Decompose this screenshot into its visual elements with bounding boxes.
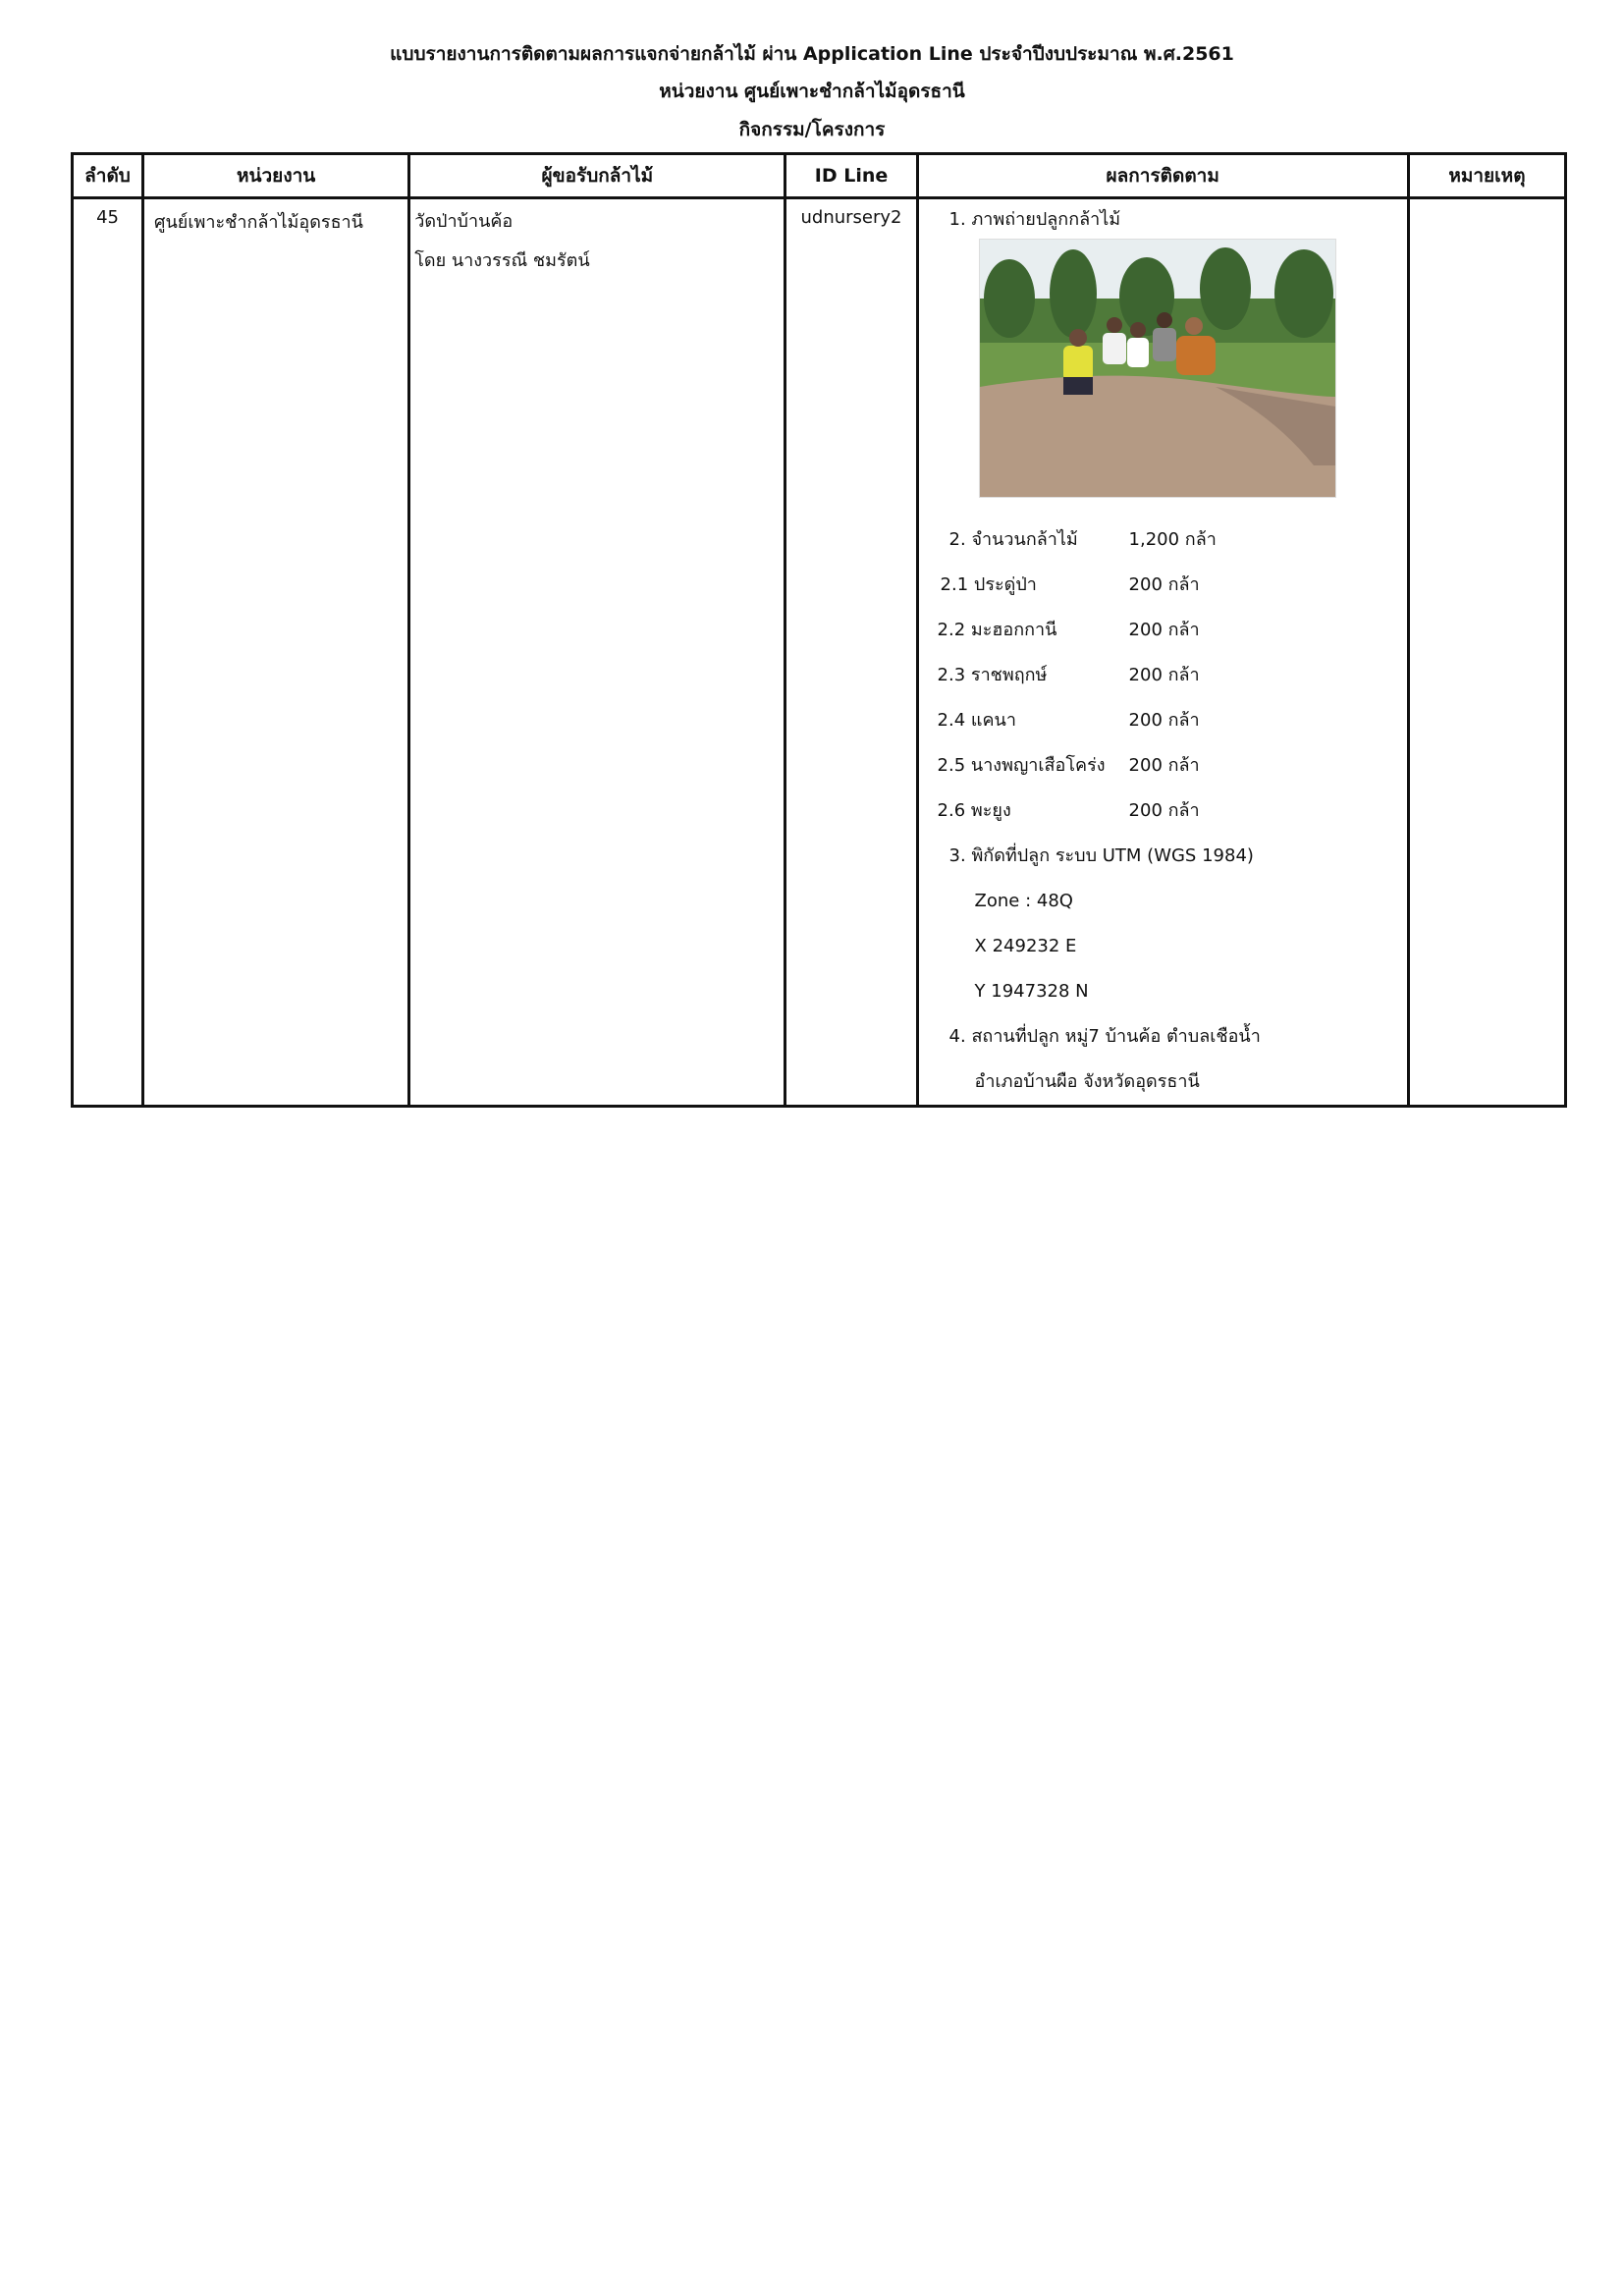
species-value: 200 กล้า bbox=[1128, 620, 1200, 640]
species-label: 2.5 นางพญาเสือโคร่ง bbox=[937, 755, 1106, 776]
species-value: 200 กล้า bbox=[1128, 710, 1200, 731]
planting-photo bbox=[979, 239, 1336, 498]
species-label: 2.1 ประดู่ป่า bbox=[940, 574, 1037, 595]
species-label: 2.4 แคนา bbox=[937, 710, 1016, 731]
species-label: 2.2 มะฮอกกานี bbox=[937, 620, 1057, 640]
col-header-no: ลำดับ bbox=[73, 154, 143, 198]
row-id-line: udnursery2 bbox=[800, 207, 902, 228]
col-header-agency: หน่วยงาน bbox=[143, 154, 409, 198]
cell-agency bbox=[143, 198, 409, 1107]
requester-name: วัดป่าบ้านค้อ bbox=[414, 211, 514, 232]
report-activity: กิจกรรม/โครงการ bbox=[738, 119, 886, 140]
coord-label: 3. พิกัดที่ปลูก ระบบ UTM (WGS 1984) bbox=[948, 845, 1254, 866]
cell-no bbox=[73, 198, 143, 1107]
count-value: 1,200 กล้า bbox=[1128, 529, 1217, 550]
requester-contact: โดย นางวรรณี ชมรัตน์ bbox=[414, 250, 590, 271]
location-line-1: 4. สถานที่ปลูก หมู่7 บ้านค้อ ตำบลเชือน้ำ bbox=[948, 1026, 1261, 1047]
report-unit: หน่วยงาน ศูนย์เพาะชำกล้าไม้อุดรธานี bbox=[659, 81, 965, 102]
col-header-results: ผลการติดตาม bbox=[917, 154, 1408, 198]
species-value: 200 กล้า bbox=[1128, 800, 1200, 821]
planting-photo-image bbox=[980, 240, 1335, 497]
species-label: 2.3 ราชพฤกษ์ bbox=[937, 665, 1048, 685]
species-label: 2.6 พะยูง bbox=[937, 800, 1011, 821]
species-value: 200 กล้า bbox=[1128, 665, 1200, 685]
cell-results bbox=[917, 198, 1408, 1107]
results-block bbox=[919, 199, 1407, 1105]
col-header-id-line: ID Line bbox=[785, 154, 917, 198]
count-label: 2. จำนวนกล้าไม้ bbox=[948, 529, 1078, 550]
cell-id-line bbox=[785, 198, 917, 1107]
species-value: 200 กล้า bbox=[1128, 574, 1200, 595]
location-line-2: อำเภอบ้านผือ จังหวัดอุดรธานี bbox=[974, 1071, 1200, 1092]
cell-note bbox=[1408, 198, 1565, 1107]
report-table bbox=[71, 152, 1567, 1108]
utm-y: Y 1947328 N bbox=[974, 981, 1089, 1002]
report-title: แบบรายงานการติดตามผลการแจกจ่ายกล้าไม้ ผ่าน Application Line ประจำปีงบประมาณ พ.ศ.2561 bbox=[390, 43, 1234, 65]
species-value: 200 กล้า bbox=[1128, 755, 1200, 776]
table-row bbox=[73, 198, 1566, 1107]
row-note bbox=[1410, 199, 1564, 207]
table-header-row bbox=[73, 154, 1566, 198]
utm-x: X 249232 E bbox=[974, 936, 1077, 956]
col-header-note: หมายเหตุ bbox=[1408, 154, 1565, 198]
row-number: 45 bbox=[96, 207, 119, 228]
cell-requester bbox=[409, 198, 785, 1107]
col-header-requester: ผู้ขอรับกล้าไม้ bbox=[409, 154, 785, 198]
row-agency: ศูนย์เพาะชำกล้าไม้อุดรธานี bbox=[154, 212, 363, 233]
utm-zone: Zone : 48Q bbox=[974, 891, 1073, 911]
photo-label: 1. ภาพถ่ายปลูกกล้าไม้ bbox=[948, 209, 1121, 230]
